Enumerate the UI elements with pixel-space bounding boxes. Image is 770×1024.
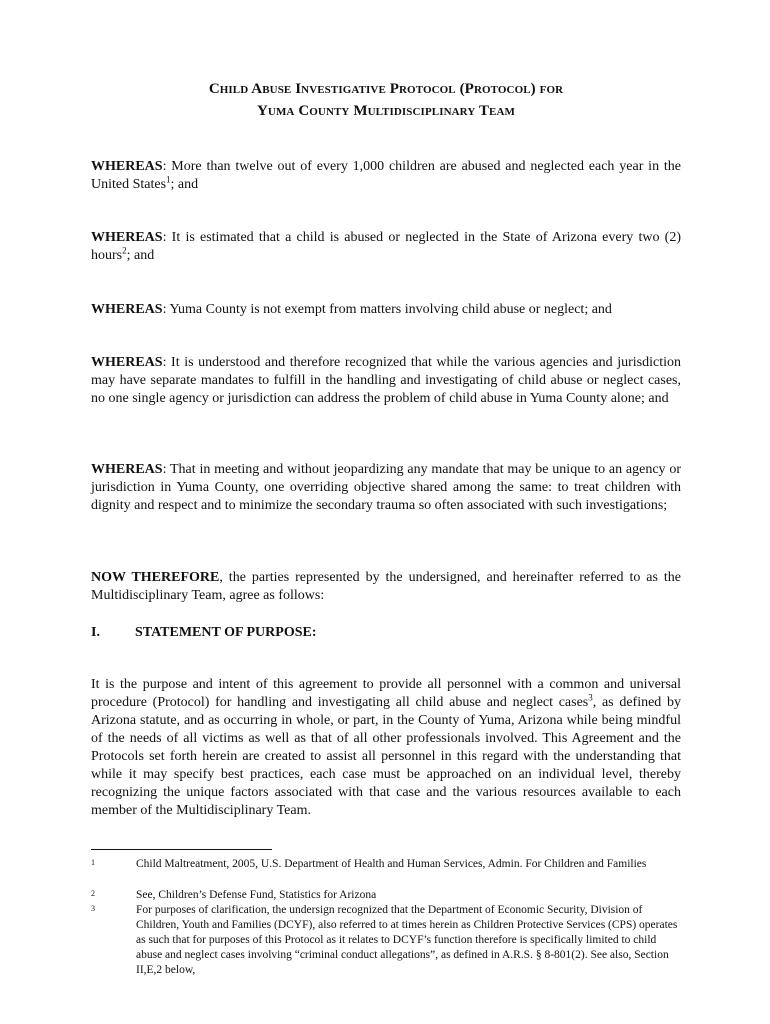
footnote-mark: 1 bbox=[91, 858, 95, 867]
footnote-ref-3: 3 bbox=[588, 692, 593, 703]
whereas-clause-4: WHEREAS: It is understood and therefore recognized that while the various agencies and jurisdiction may have separate mandates to fulfill in the handling and investigating of child abuse or neglect cases, no one single agency or jurisdiction can address the problem of child abuse in Yuma County alone; and bbox=[91, 355, 681, 406]
whereas-clause-5: WHEREAS: That in meeting and without jeopardizing any mandate that may be unique to an agency or jurisdiction in Yuma County, one overriding objective shared among the same: to treat children with dignity and respect and to minimize the secondary trauma so often associated with such investigations; bbox=[91, 462, 681, 513]
footnote-ref-2: 2 bbox=[122, 245, 127, 256]
footnote-3 bbox=[91, 903, 681, 978]
now-therefore-clause: NOW THEREFORE, the parties represented by the undersigned, and hereinafter referred to as the Multidisciplinary Team, agree as follows: bbox=[91, 570, 682, 603]
footnote-text: For purposes of clarification, the undersign recognized that the Department of Economic Security, Division of Children, Youth and Families (DCYF), also referred to at times herein as Children Protective Services (CPS) operates as such that for purposes of this Protocol as it relates to DCYF’s function therefore is specifically limited to child abuse and neglect cases involving “criminal conduct allegations”, as defined in A.R.S. § 8-801(2). See also, Section II,E,2 below, bbox=[136, 904, 678, 976]
footnote-2 bbox=[91, 888, 681, 903]
purpose-paragraph: It is the purpose and intent of this agreement to provide all personnel with a common and universal procedure (Protocol) for handling and investigating all child abuse and neglect cases$^3$, as defined by Arizona statute, and as occurring in whole, or part, in the County of Yuma, Arizona while being mindful of the needs of all victims as well as that of all other professionals involved. This Agreement and the Protocols set forth herein are created to assist all personnel in this regard with the understanding that while it may specify best practices, each case must be approached on an individual level, thereby recognizing the unique factors associated with that case and the various resources available to each member of the Multidisciplinary Team. bbox=[91, 677, 681, 818]
footnote-mark: 2 bbox=[91, 889, 95, 898]
footnote-text: Child Maltreatment, 2005, U.S. Department of Health and Human Services, Admin. For Children and Families bbox=[136, 858, 647, 870]
section-heading bbox=[91, 624, 317, 642]
footnote-ref-1: 1 bbox=[166, 174, 171, 185]
footnote-divider bbox=[91, 849, 272, 850]
whereas-clause-1: WHEREAS: More than twelve out of every 1,000 children are abused and neglected each year in the United States$^1$; and bbox=[91, 159, 681, 192]
section-number: I. bbox=[91, 625, 100, 640]
section-title: STATEMENT OF PURPOSE: bbox=[135, 625, 317, 640]
footnote-1 bbox=[91, 857, 681, 872]
title-line-1: Child Abuse Investigative Protocol (Protocol) for bbox=[208, 81, 564, 97]
title-line-2: Yuma County Multidisciplinary Team bbox=[256, 103, 516, 119]
document-title bbox=[91, 78, 681, 122]
footnote-text: See, Children’s Defense Fund, Statistics for Arizona bbox=[136, 889, 377, 901]
footnote-mark: 3 bbox=[91, 904, 95, 913]
whereas-clause-2: WHEREAS: It is estimated that a child is abused or neglected in the State of Arizona every two (2) hours$^2$; and bbox=[91, 230, 681, 263]
whereas-clause-3: WHEREAS: Yuma County is not exempt from matters involving child abuse or neglect; and bbox=[91, 302, 612, 317]
